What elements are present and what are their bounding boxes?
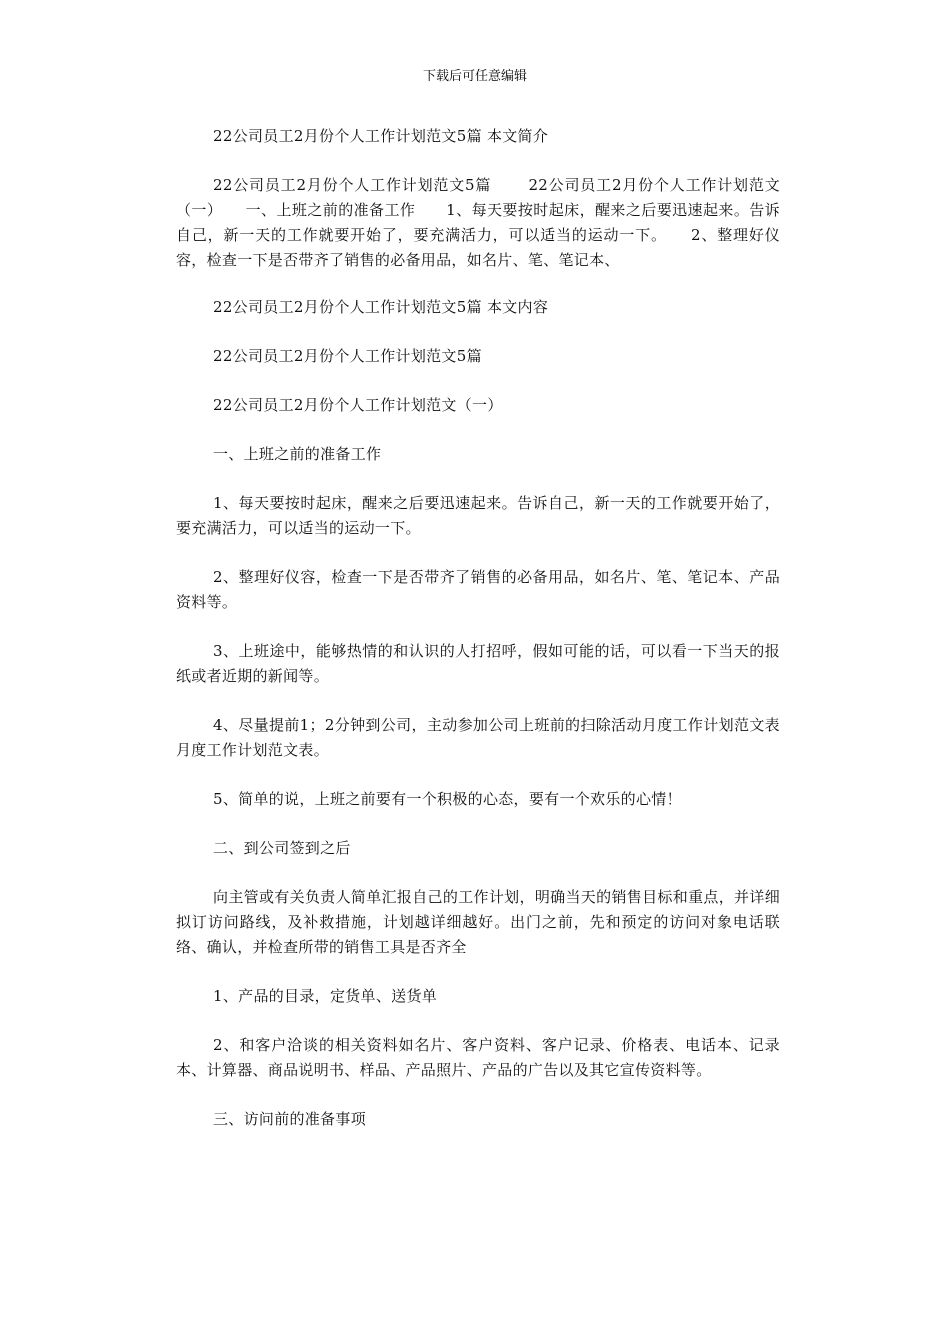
paragraph-heading-1: 一、上班之前的准备工作 xyxy=(213,445,382,463)
paragraph-item: 4、尽量提前1；2分钟到公司，主动参加公司上班前的扫除活动月度工作计划范文表月度工作计划范文表。 xyxy=(176,716,780,759)
paragraph-item: 1、产品的目录，定货单、送货单 xyxy=(213,987,438,1005)
paragraph-summary-title: 22公司员工2月份个人工作计划范文5篇 本文简介 xyxy=(213,127,549,145)
paragraph-item: 1、每天要按时起床，醒来之后要迅速起来。告诉自己，新一天的工作就要开始了，要充满活力，可以适当的运动一下。 xyxy=(176,494,780,537)
paragraph-summary: 22公司员工2月份个人工作计划范文5篇 22公司员工2月份个人工作计划范文（一） 一、上班之前的准备工作 1、每天要按时起床，醒来之后要迅速起来。告诉自己，新一天的工作就要开始了，要充满活力，可以适当的运动一下。 2、整理好仪容，检查一下是否带齐了销售的必备用品，如名片、笔、笔记本、 xyxy=(176,176,780,269)
paragraph-item: 3、上班途中，能够热情的和认识的人打招呼，假如可能的话，可以看一下当天的报纸或者近期的新闻等。 xyxy=(176,642,780,685)
paragraph-item: 5、简单的说，上班之前要有一个积极的心态，要有一个欢乐的心情！ xyxy=(213,790,682,808)
paragraph-heading-2: 二、到公司签到之后 xyxy=(213,839,351,857)
paragraph-content-title: 22公司员工2月份个人工作计划范文5篇 本文内容 xyxy=(213,298,549,316)
document-body xyxy=(176,124,780,1156)
paragraph-heading-3: 三、访问前的准备事项 xyxy=(213,1110,367,1128)
paragraph-item: 2、整理好仪容，检查一下是否带齐了销售的必备用品，如名片、笔、笔记本、产品资料等。 xyxy=(176,568,780,611)
paragraph-item: 2、和客户洽谈的相关资料如名片、客户资料、客户记录、价格表、电话本、记录本、计算器、商品说明书、样品、产品照片、产品的广告以及其它宣传资料等。 xyxy=(176,1036,780,1079)
paragraph-doc-title: 22公司员工2月份个人工作计划范文5篇 xyxy=(213,347,482,365)
paragraph-body: 向主管或有关负责人简单汇报自己的工作计划，明确当天的销售目标和重点，并详细拟订访问路线，及补救措施，计划越详细越好。出门之前，先和预定的访问对象电话联络、确认，并检查所带的销售工具是否齐全 xyxy=(176,888,780,956)
page-header-note: 下载后可任意编辑 xyxy=(422,69,527,84)
paragraph-section-title: 22公司员工2月份个人工作计划范文（一） xyxy=(213,396,503,414)
